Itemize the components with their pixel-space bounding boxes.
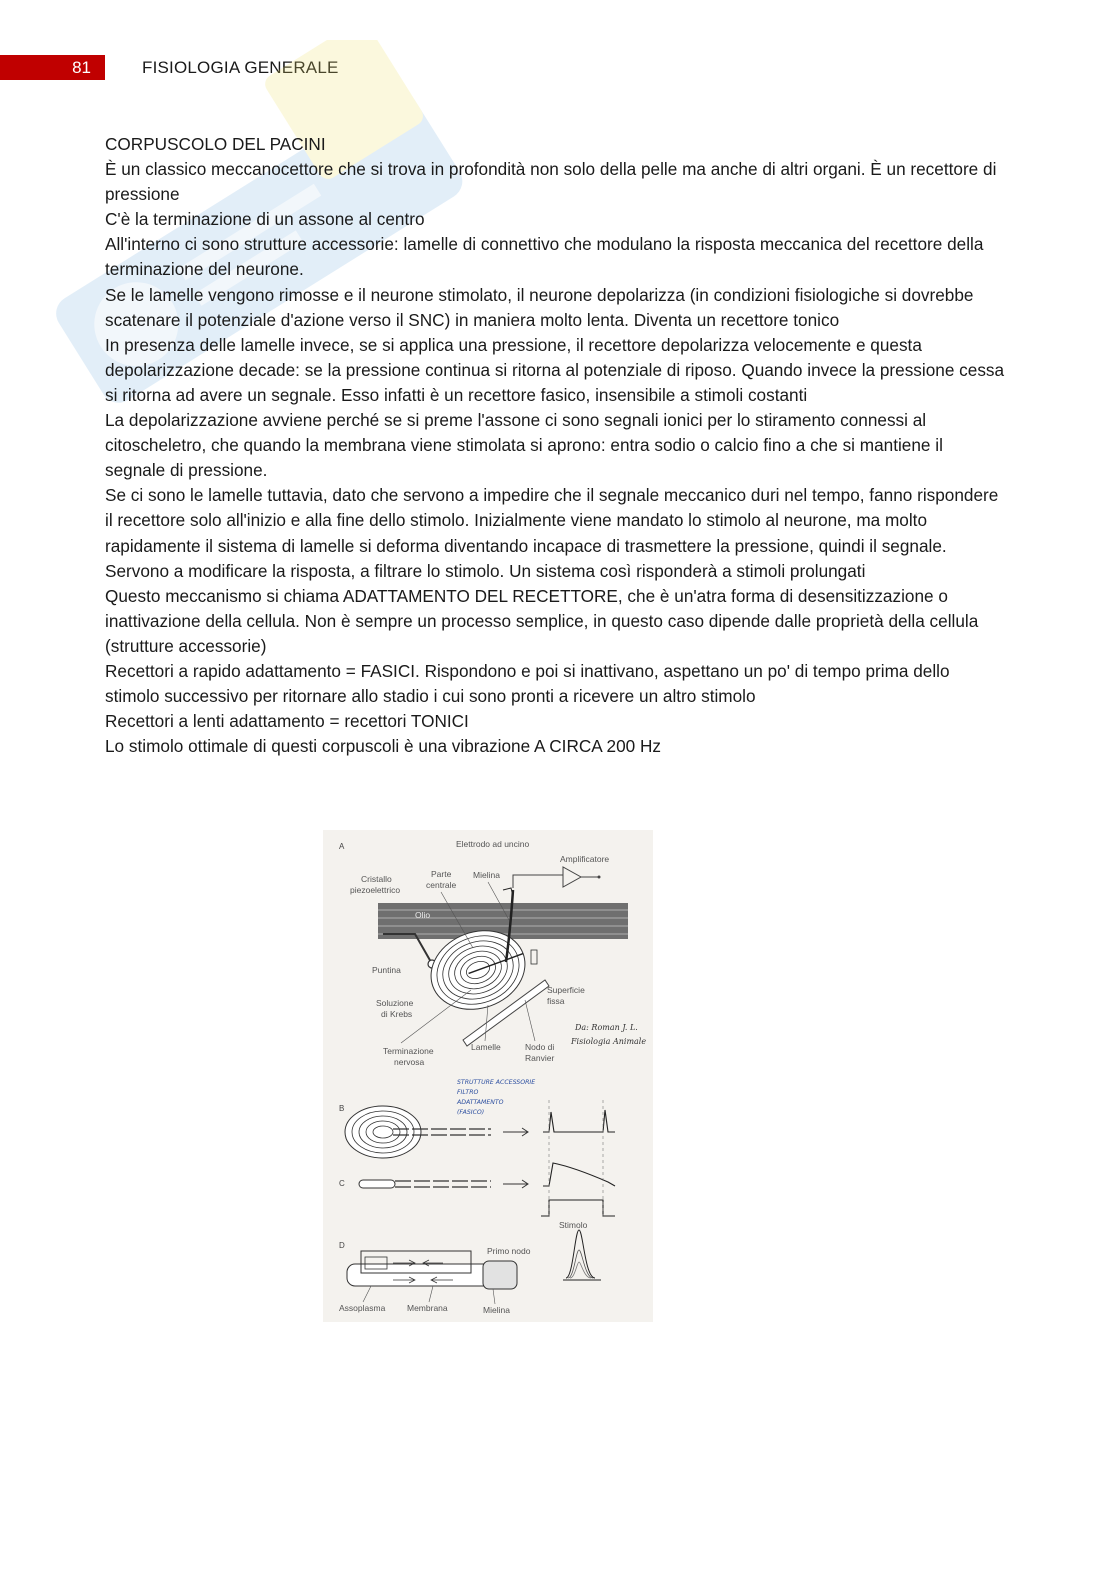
label-parte: Parte <box>431 869 452 879</box>
pacini-corpuscle-figure <box>323 830 653 1322</box>
paragraph: La depolarizzazione avviene perché se si preme l'assone ci sono segnali ionici per lo stiramento connessi al citoscheletro, che quando la membrana viene stimolata si aprono: entra sodio o calcio fino a che si mantiene il segnale di pressione. <box>105 410 943 481</box>
paragraph: C'è la terminazione di un assone al centro <box>105 209 425 230</box>
paragraph: È un classico meccanocettore che si trova in profondità non solo della pelle ma anche di altri organi. È un recettore di pressione <box>105 159 997 205</box>
label-membrana: Membrana <box>407 1303 448 1313</box>
body-text <box>105 132 1005 759</box>
note-line-2: FILTRO <box>457 1089 479 1096</box>
signature-line-2: Fisiologia Animale <box>571 1037 647 1046</box>
paragraph: Se le lamelle vengono rimosse e il neurone stimolato, il neurone depolarizza (in condizioni fisiologiche si dovrebbe scatenare il potenziale d'azione verso il SNC) in maniera molto lenta. Diventa un recettore tonico <box>105 284 974 330</box>
tonic-response-trace <box>543 1163 615 1186</box>
label-cristallo: Cristallo <box>361 874 392 884</box>
label-nervosa: nervosa <box>394 1057 425 1067</box>
label-mielina-top: Mielina <box>473 870 500 880</box>
paragraph: Questo meccanismo si chiama ADATTAMENTO DEL RECETTORE, che è un'atra forma di desensitizzazione o inattivazione della cellula. Non è sempre un processo semplice, in questo caso dipende dalle proprietà della cellula (strutture accessorie) <box>105 585 979 656</box>
label-assoplasma: Assoplasma <box>339 1303 386 1313</box>
panel-label-d: D <box>339 1241 345 1250</box>
label-nodo-di: Nodo di <box>525 1042 555 1052</box>
paragraph: Recettori a rapido adattamento = FASICI. Rispondono e poi si inattivano, aspettano un po' di tempo prima dello stimolo successivo per ritornare allo stadio i cui sono pronti a ricevere un altro stimolo <box>105 660 950 707</box>
paragraph: Recettori a lenti adattamento = recettori TONICI <box>105 711 469 732</box>
label-mielina-bottom: Mielina <box>483 1305 510 1315</box>
label-superficie: Superficie <box>547 985 585 995</box>
panel-label-a: A <box>339 842 345 851</box>
label-stimolo: Stimolo <box>559 1220 588 1230</box>
label-olio: Olio <box>415 910 431 920</box>
panel-label-c: C <box>339 1179 345 1188</box>
paragraph: All'interno ci sono strutture accessorie: lamelle di connettivo che modulano la risposta meccanica del recettore della terminazione del neurone. <box>105 234 984 280</box>
action-potential-trace <box>563 1230 601 1280</box>
label-amplificatore: Amplificatore <box>560 854 610 864</box>
paragraph: Lo stimolo ottimale di questi corpuscoli è una vibrazione A CIRCA 200 Hz <box>105 736 662 757</box>
signature-line-1: Da: Roman J. L. <box>575 1023 638 1032</box>
page-number-tab <box>0 55 105 80</box>
axon-schematic-icon <box>347 1251 517 1289</box>
paragraph: Se ci sono le lamelle tuttavia, dato che servono a impedire che il segnale meccanico duri nel tempo, fanno rispondere il recettore solo all'inizio e alla fine dello stimolo. Inizialmente viene mandato lo stimolo al neurone, ma molto rapidamente il sistema di lamelle si deforma diventando incapace di trasmettere la pressione, quindi il segnale. Servono a modificare la risposta, a filtrare lo stimolo. Un sistema così risponderà a stimoli prolungati <box>105 485 999 581</box>
note-line-3: ADATTAMENTO <box>457 1099 504 1106</box>
page-number: 81 <box>72 58 91 77</box>
stimulus-trace <box>541 1200 615 1216</box>
label-terminazione: Terminazione <box>383 1046 434 1056</box>
phasic-response-trace <box>543 1110 615 1132</box>
intact-corpuscle-icon <box>345 1106 421 1158</box>
amplifier-icon <box>563 867 581 887</box>
note-line-1: STRUTTURE ACCESSORIE <box>457 1079 536 1086</box>
label-primo-nodo: Primo nodo <box>487 1246 531 1256</box>
label-elettrodo: Elettrodo ad uncino <box>456 839 530 849</box>
label-ranvier: Ranvier <box>525 1053 555 1063</box>
note-line-4: (FASICO) <box>457 1109 485 1116</box>
label-fissa: fissa <box>547 996 565 1006</box>
label-puntina: Puntina <box>372 965 401 975</box>
panel-label-b: B <box>339 1104 345 1113</box>
label-centrale: centrale <box>426 880 457 890</box>
section-heading: CORPUSCOLO DEL PACINI <box>105 134 326 154</box>
paragraph: In presenza delle lamelle invece, se si applica una pressione, il recettore depolarizza velocemente e questa depolarizzazione decade: se la pressione continua si ritorna al potenziale di riposo. Quando invece la pressione cessa si ritorna ad avere un segnale. Esso infatti è un recettore fasico, insensibile a stimoli costanti <box>105 334 1005 405</box>
running-title: FISIOLOGIA GENERALE <box>142 58 339 77</box>
label-soluzione: Soluzione <box>376 998 414 1008</box>
label-di-krebs: di Krebs <box>381 1009 413 1019</box>
label-lamelle: Lamelle <box>471 1042 501 1052</box>
label-piezoelettrico: piezoelettrico <box>350 885 401 895</box>
bare-terminal-icon <box>359 1180 395 1188</box>
